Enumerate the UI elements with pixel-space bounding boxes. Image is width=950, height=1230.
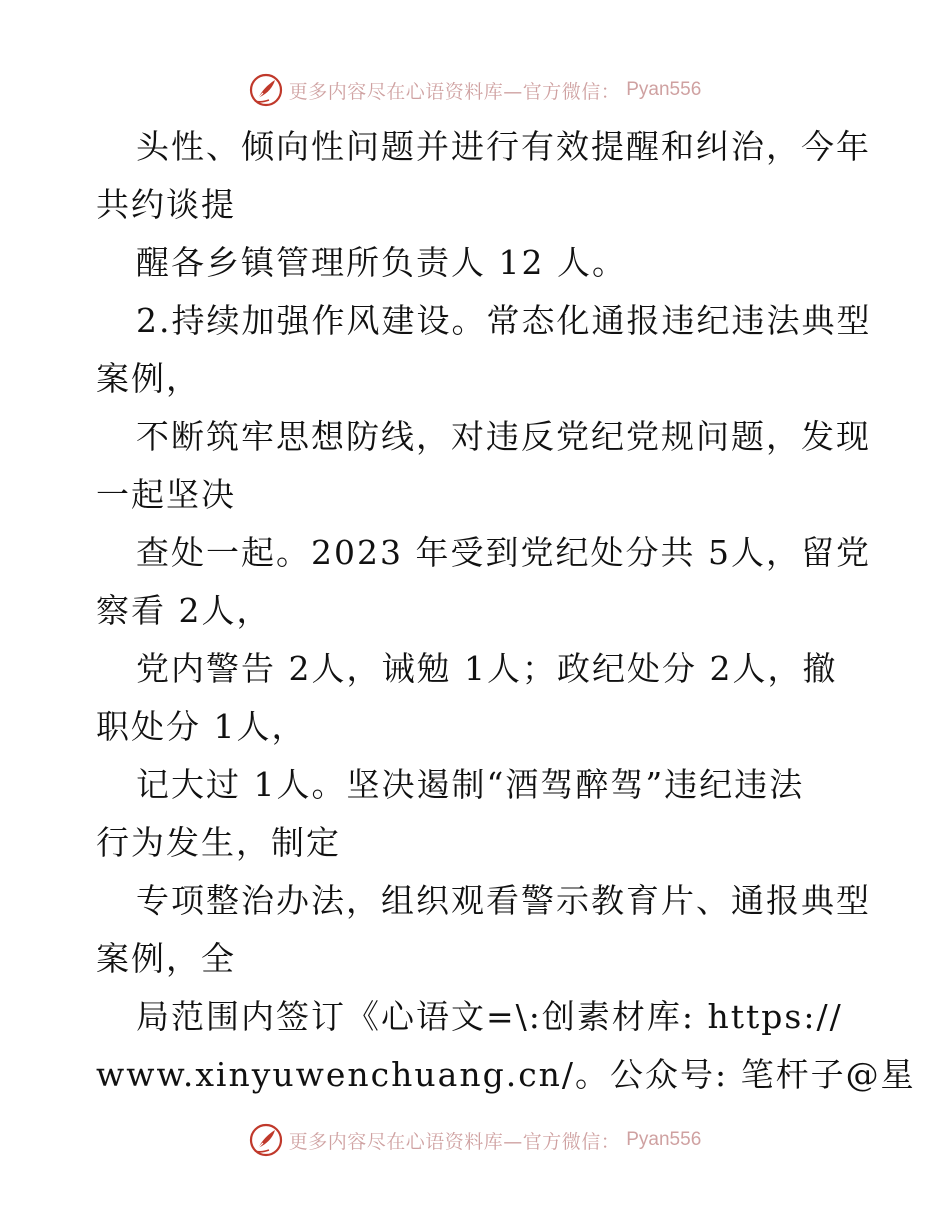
watermark-group [249,73,702,107]
paragraph-line: 局范围内签订《心语文=\:创素材库: https:// [136,997,843,1036]
paragraph-line: 查处一起。2023 年受到党纪处分共 5人，留党 [136,533,871,572]
paragraph-line: 不断筑牢思想防线，对违反党纪党规问题，发现 [136,417,871,456]
paragraph-line: 醒各乡镇管理所负责人 12 人。 [136,243,627,282]
watermark-text: 更多内容尽在心语资料库—官方微信： [288,1130,621,1153]
paragraph-line: 案例，全 [96,939,236,978]
paragraph-line: 行为发生，制定 [96,823,341,862]
paragraph-line: 察看 2人， [96,591,272,630]
paragraph-line: 记大过 1人。坚决遏制“酒驾醉驾”违纪违法 [136,765,805,804]
watermark-wechat-id: Pyan556 [626,79,702,100]
paragraph-line: 职处分 1人， [96,707,307,746]
quill-pen-logo-icon [249,1123,283,1157]
watermark-header [0,70,950,110]
document-body [96,118,916,1104]
paragraph-line: 头性、倾向性问题并进行有效提醒和纠治，今年 [136,127,871,166]
watermark-wechat-id: Pyan556 [626,1129,702,1150]
paragraph-line: 专项整治办法，组织观看警示教育片、通报典型 [136,881,871,920]
quill-pen-logo-icon [249,73,283,107]
watermark-text: 更多内容尽在心语资料库—官方微信： [288,80,621,103]
watermark-footer [0,1120,950,1160]
watermark-group [249,1123,702,1157]
paragraph-line: 案例， [96,359,201,398]
paragraph-line: 党内警告 2人，诫勉 1人；政纪处分 2人，撤 [136,649,838,688]
paragraph-line: 2.持续加强作风建设。常态化通报违纪违法典型 [136,301,872,340]
paragraph-line: www.xinyuwenchuang.cn/。公众号: 笔杆子@星 [96,1055,916,1094]
paragraph-line: 共约谈提 [96,185,236,224]
paragraph-line: 一起坚决 [96,475,236,514]
